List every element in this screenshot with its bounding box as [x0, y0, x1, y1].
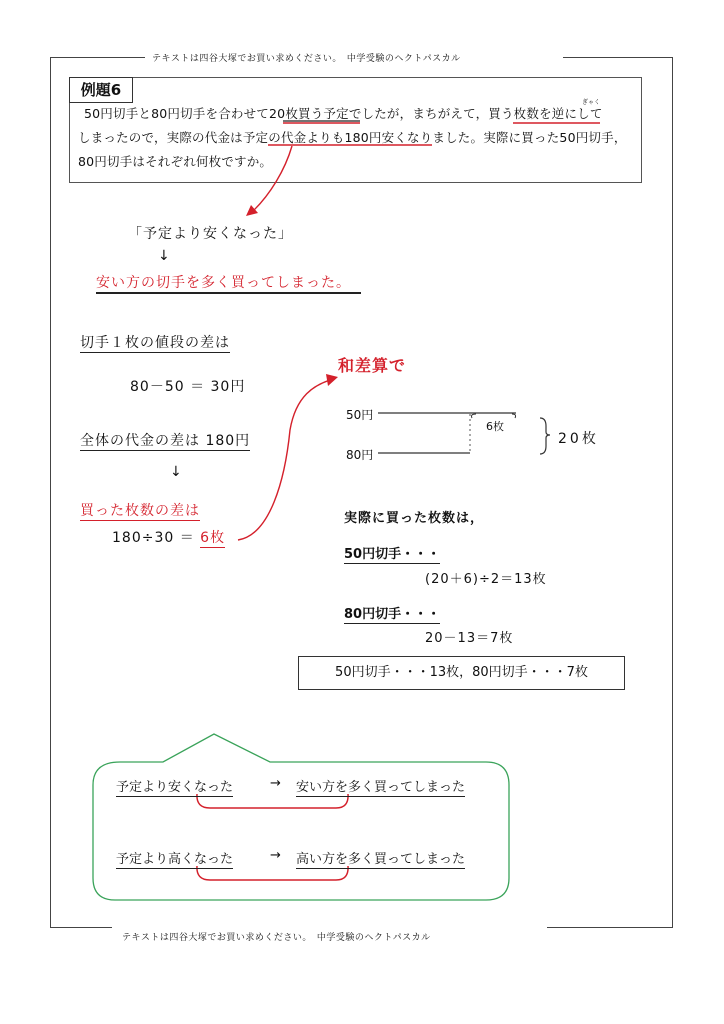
solution-heading: 実際に買った枚数は，	[344, 511, 485, 526]
summary-row2-arrow: →	[270, 848, 281, 863]
solution-50-label: 50円切手・・・	[344, 547, 441, 562]
calc-eq-1: 80－50 ＝ 30円	[130, 379, 246, 395]
diagram-total: 20枚	[558, 431, 599, 447]
problem-line-2: しまったので，実際の代金は予定の代金よりも180円安くなりました。実際に買った50円切手，	[78, 130, 627, 145]
summary-row1-b: 安い方を多く買ってしまった	[296, 780, 466, 795]
calc-label-3: 買った枚数の差は	[80, 503, 200, 519]
diagram-diff: 6枚	[486, 420, 504, 433]
problem-line-1: 50円切手と80円切手を合わせて20枚買う予定でしたが，まちがえて，買う枚数を逆にして	[84, 106, 603, 121]
footer-text: テキストは四谷大塚でお買い求めください。 中学受験のヘクトパスカル	[122, 933, 431, 943]
reasoning-conclusion: 安い方の切手を多く買ってしまった。	[96, 272, 361, 292]
solution-80-eq: 20－13＝7枚	[425, 631, 514, 646]
diagram-label-80: 80円	[346, 448, 374, 462]
calc-eq-3: 180÷30 ＝ 6枚	[112, 530, 226, 546]
solution-80-label: 80円切手・・・	[344, 607, 441, 622]
calc-arrow: ↓	[170, 464, 183, 480]
header-text: テキストは四谷大塚でお買い求めください。 中学受験のヘクトパスカル	[152, 54, 461, 64]
answer-box: 50円切手・・・13枚，80円切手・・・7枚	[298, 656, 625, 690]
summary-row1-arrow: →	[270, 776, 281, 791]
calc-label-2: 全体の代金の差は 180円	[80, 433, 251, 449]
reasoning-quote: 「予定より安くなった」	[128, 226, 293, 242]
calc-label-1: 切手１枚の値段の差は	[80, 335, 230, 351]
summary-row2-a: 予定より高くなった	[116, 852, 234, 867]
diagram-label-50: 50円	[346, 408, 374, 422]
solution-50-eq: (20＋6)÷2＝13枚	[425, 572, 547, 587]
furigana: ぎゃく	[582, 99, 601, 106]
reasoning-arrow: ↓	[158, 248, 171, 264]
wasa-title: 和差算で	[338, 356, 407, 375]
problem-line-3: 80円切手はそれぞれ何枚ですか。	[78, 154, 273, 169]
problem-tag: 例題6	[69, 77, 133, 103]
summary-row2-b: 高い方を多く買ってしまった	[296, 852, 466, 867]
summary-row1-a: 予定より安くなった	[116, 780, 234, 795]
